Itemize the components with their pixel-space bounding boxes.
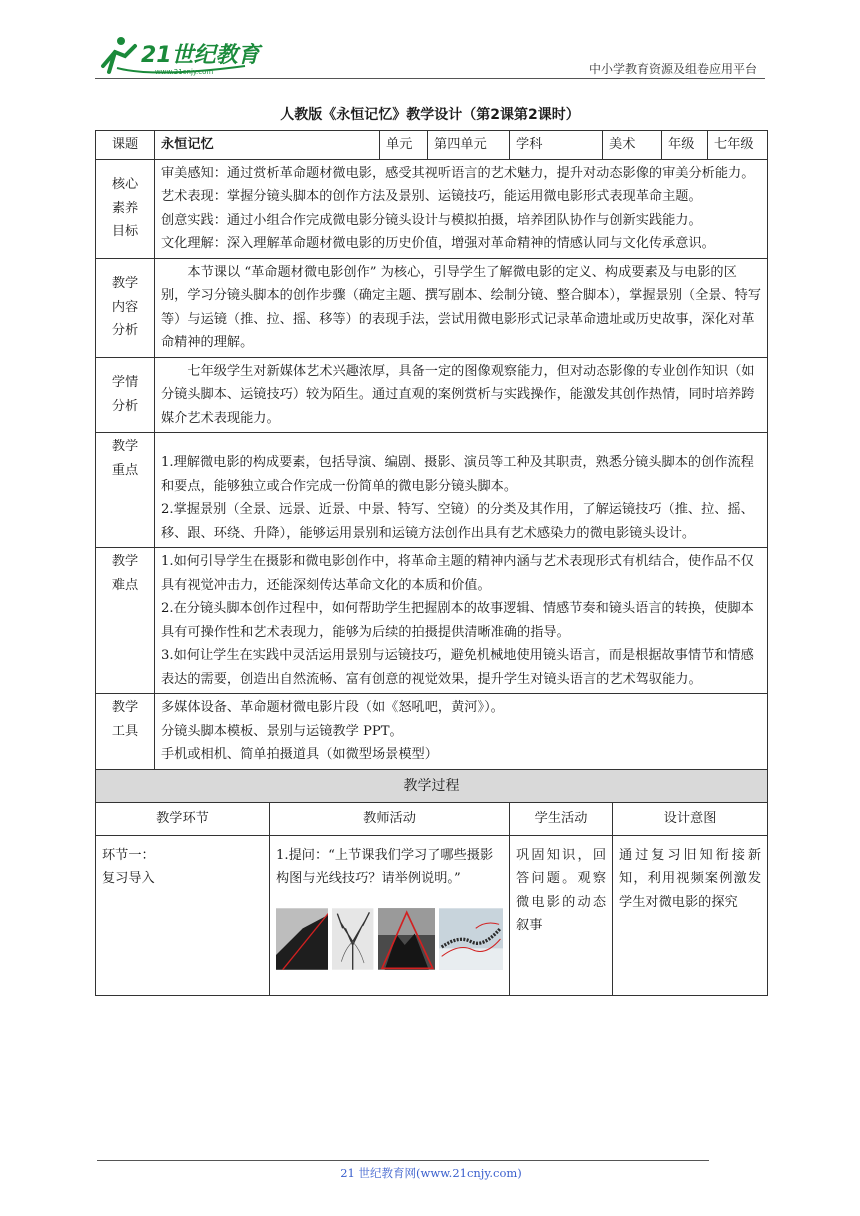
footer-divider <box>97 1160 709 1161</box>
course-value: 永恒记忆 <box>155 131 380 160</box>
key-content <box>155 433 768 548</box>
content-section <box>96 258 768 357</box>
svg-text:www.21cnjy.com: www.21cnjy.com <box>155 68 214 76</box>
process-heading-row <box>96 769 768 803</box>
content-analysis: 本节课以 “革命题材微电影创作” 为核心，引导学生了解微电影的定义、构成要素及与电影的区别，学习分镜头脚本的创作步骤（确定主题、撰写剧本、绘制分镜、整合脚本），掌握景别（全景、特写等）与运镜（推、拉、摇、移等）的表现手法，尝试用微电影形式记录革命遗址或历史故事，深化对革命精神的理解。 <box>155 258 768 357</box>
snow-march-image <box>439 893 503 985</box>
students-analysis: 七年级学生对新媒体艺术兴趣浓厚，具备一定的图像观察能力，但对动态影像的专业创作知识（如分镜头脚本、运镜技巧）较为陌生。通过直观的案例赏析与实践操作，能激发其创作热情，同时培养跨媒介艺术表现能力。 <box>155 357 768 433</box>
grade-value: 七年级 <box>708 131 768 160</box>
column-student: 学生活动 <box>510 803 613 836</box>
core-label: 核心 素养 目标 <box>96 159 155 258</box>
core-section <box>96 159 768 258</box>
difficult-item: 3.如何让学生在实践中灵活运用景别与运镜技巧，避免机械地使用镜头语言，而是根据故事情节和情感表达的需要，创造出自然流畅、富有创意的视觉效果，提升学生对镜头语言的艺术驾驭能力。 <box>161 648 754 687</box>
tools-content <box>155 694 768 770</box>
intent-cell: 通过复习旧知衔接新知，利用视频案例激发学生对微电影的探究 <box>613 835 768 995</box>
subject-label: 学科 <box>510 131 603 160</box>
process-columns-row <box>96 803 768 836</box>
subject-value: 美术 <box>603 131 662 160</box>
difficult-content <box>155 548 768 694</box>
content-label: 教学 内容 分析 <box>96 258 155 357</box>
core-content <box>155 159 768 258</box>
tools-item: 多媒体设备、革命题材微电影片段（如《怒吼吧，黄河》）。 <box>161 700 504 715</box>
core-item: 艺术表现：掌握分镜头脚本的创作方法及景别、运镜技巧，能运用微电影形式表现革命主题。 <box>161 189 702 204</box>
composition-images <box>276 893 503 985</box>
grade-label: 年级 <box>662 131 708 160</box>
process-heading: 教学过程 <box>96 769 768 803</box>
difficult-item: 2.在分镜头脚本创作过程中，如何帮助学生把握剧本的故事逻辑、情感节奏和镜头语言的转换，使脚本具有可操作性和艺术表现力，能够为后续的拍摄提供清晰准确的指导。 <box>161 601 754 640</box>
core-item: 审美感知：通过赏析革命题材微电影，感受其视听语言的艺术魅力，提升对动态影像的审美分析能力。 <box>161 165 755 181</box>
difficult-section <box>96 548 768 694</box>
lesson-plan-table <box>95 130 768 996</box>
key-item: 2.掌握景别（全景、远景、近景、中景、特写、空镜）的分类及其作用，了解运镜技巧（推、拉、摇、移、跟、环绕、升降），能够运用景别和运镜方法创作出具有艺术感染力的微电影镜头设计。 <box>161 502 754 541</box>
platform-name: 中小学教育资源及组卷应用平台 <box>588 62 757 76</box>
column-stage: 教学环节 <box>96 803 270 836</box>
bare-tree-image <box>332 893 373 985</box>
tools-section <box>96 694 768 770</box>
tools-label: 教学 工具 <box>96 694 155 770</box>
key-item: 1.理解微电影的构成要素，包括导演、编剧、摄影、演员等工种及其职责，熟悉分镜头脚本的创作流程和要点，能够独立或合作完成一份简单的微电影分镜头脚本。 <box>161 455 754 494</box>
soldiers-triangle-image <box>378 893 435 985</box>
tools-item: 分镜头脚本模板、景别与运镜教学 PPT。 <box>161 723 403 739</box>
stage-cell: 环节一： 复习导入 <box>96 835 270 995</box>
teacher-cell: 1.提问：“上节课我们学习了哪些摄影构图与光线技巧？请举例说明。” <box>270 835 510 995</box>
core-item: 创意实践：通过小组合作完成微电影分镜头设计与模拟拍摄，培养团队协作与创新实践能力。 <box>161 212 702 228</box>
column-intent: 设计意图 <box>613 803 768 836</box>
key-section <box>96 433 768 548</box>
unit-label: 单元 <box>380 131 428 160</box>
document-title: 人教版《永恒记忆》教学设计（第2课第2课时） <box>280 107 580 123</box>
tools-item: 手机或相机、简单拍摄道具（如微型场景模型） <box>161 747 438 762</box>
process-row-1 <box>96 835 768 995</box>
course-label: 课题 <box>96 131 155 160</box>
svg-text:21世纪教育: 21世纪教育 <box>141 43 260 68</box>
page-header <box>95 32 765 80</box>
difficult-item: 1.如何引导学生在摄影和微电影创作中，将革命主题的精神内涵与艺术表现形式有机结合，使作品不仅具有视觉冲击力，还能深刻传达革命文化的本质和价值。 <box>161 554 754 593</box>
key-label: 教学 重点 <box>96 433 155 548</box>
students-label: 学情 分析 <box>96 357 155 433</box>
core-item: 文化理解：深入理解革命题材微电影的历史价值，增强对革命精神的情感认同与文化传承意识。 <box>161 236 715 251</box>
silhouette-climbers-image <box>276 893 328 985</box>
students-section <box>96 357 768 433</box>
info-row <box>96 131 768 160</box>
footer-link[interactable]: 21 世纪教育网(www.21cnjy.com) <box>340 1166 522 1180</box>
unit-value: 第四单元 <box>428 131 510 160</box>
student-cell: 巩固知识，回答问题。观察微电影的动态叙事 <box>510 835 613 995</box>
logo <box>95 32 265 78</box>
header-divider <box>95 78 765 79</box>
logo-icon <box>95 32 265 78</box>
column-teacher: 教师活动 <box>270 803 510 836</box>
difficult-label: 教学 难点 <box>96 548 155 694</box>
